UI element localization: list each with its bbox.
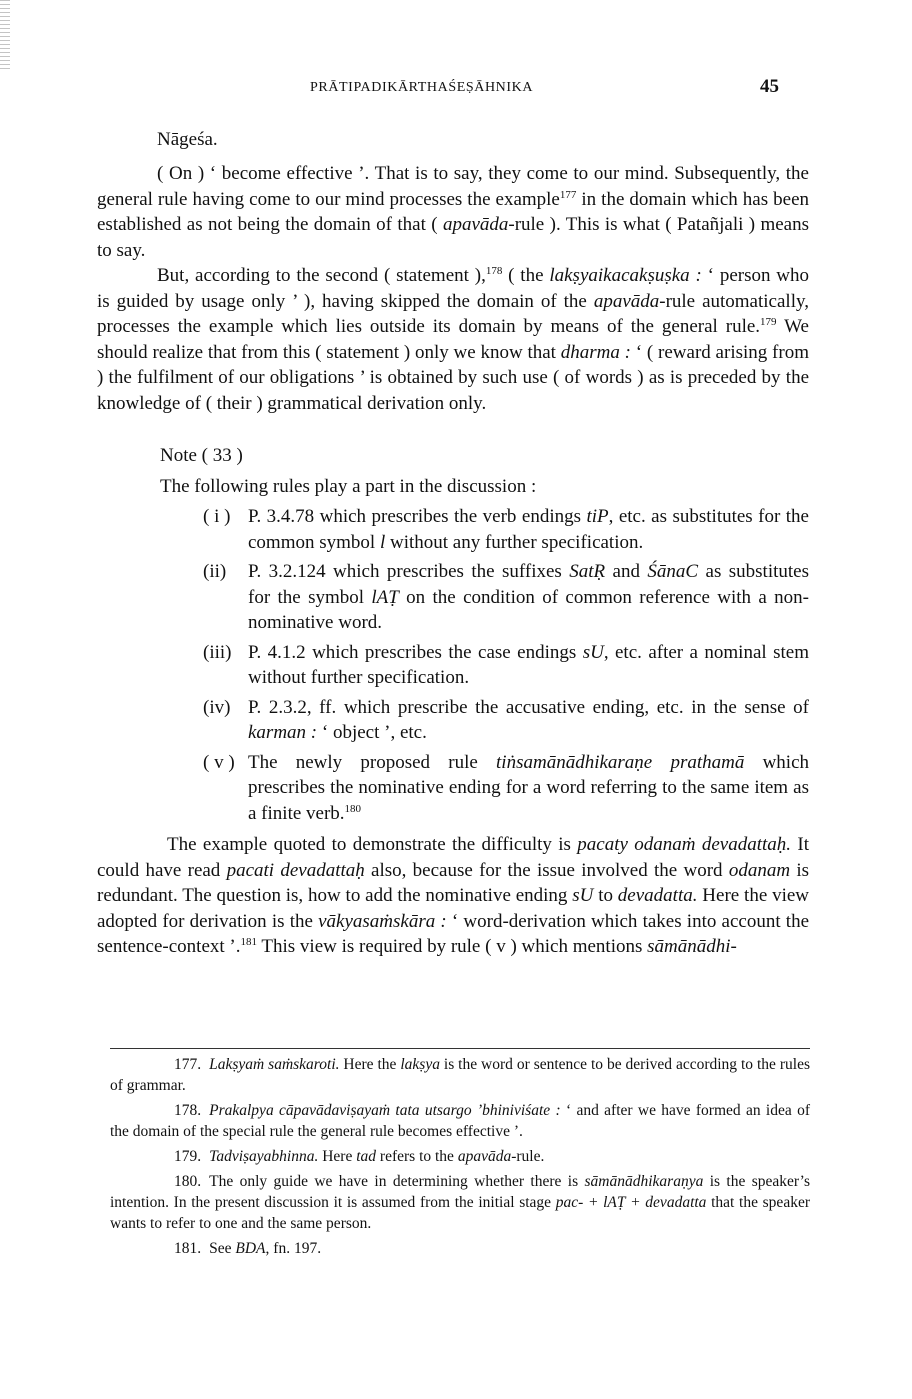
rule-item xyxy=(97,640,809,691)
italic-term: Tadviṣayabhinna. xyxy=(209,1148,319,1165)
footnote-178 xyxy=(110,1100,810,1142)
text-span: -rule ). This is what ( Patañjali ) means to say. xyxy=(97,214,809,261)
footnote-number: 178. xyxy=(174,1102,202,1119)
text-span: ‘ word-derivation which takes into account the sentence-context ’. xyxy=(97,910,809,957)
italic-term: sāmānādhi- xyxy=(647,936,737,957)
italic-term: sU xyxy=(572,885,594,906)
italic-term: devadatta. xyxy=(617,885,698,906)
italic-term: BDA xyxy=(235,1240,266,1257)
text-span: -rule automatically, processes the example which lies outside its domain by means of the general rule. xyxy=(97,290,809,337)
text-span: Here xyxy=(318,1148,357,1165)
italic-term: pacaty odanaṁ devadattaḥ. xyxy=(577,834,792,855)
text-span: is redundant. The question is, how to add the nominative ending xyxy=(97,859,809,906)
italic-term: Prakalpya cāpavādaviṣayaṁ tata utsargo ’bhiniviśate : xyxy=(209,1102,561,1119)
text-span: is the speaker’s intention. In the present discussion it is assumed from the initial stage xyxy=(110,1173,810,1211)
rule-item xyxy=(97,559,809,636)
footnote-ref: 181 xyxy=(240,936,257,948)
italic-term: pac- + lAṬ + devadatta xyxy=(555,1194,707,1211)
note-title: Note ( 33 ) xyxy=(160,445,243,466)
rule-number: (ii) xyxy=(203,561,227,582)
page-header xyxy=(0,76,912,100)
text-span: Here the view adopted for derivation is the xyxy=(97,885,809,932)
text-span: P. 3.2.124 which prescribes the suffixes xyxy=(248,561,570,582)
italic-term: ŚānaC xyxy=(647,561,699,582)
italic-term: pacati devadattaḥ xyxy=(226,859,365,881)
text-span: This view is required by rule ( v ) which mentions xyxy=(256,936,648,957)
text-span: ( the xyxy=(502,265,550,286)
italic-term: tad xyxy=(356,1148,377,1165)
text-span: ( On ) ‘ become effective ’. That is to say, they come to our mind. Subsequently, the general rule having come to our mind processes the example xyxy=(97,163,809,210)
text-span: But, according to the second ( statement ), xyxy=(157,265,486,286)
text-span: and xyxy=(605,561,648,582)
rule-item xyxy=(97,750,809,827)
text-span: also, because for the issue involved the word xyxy=(364,859,729,881)
footnote-number: 179. xyxy=(174,1148,202,1165)
text-span: ‘ person who is guided by usage only ’ ), having skipped the domain of the xyxy=(97,265,810,312)
footnotes xyxy=(110,1054,810,1263)
italic-term: sU xyxy=(582,641,604,663)
footnote-ref: 177 xyxy=(559,188,577,201)
text-span: The newly proposed rule xyxy=(248,751,497,773)
text-span: without any further specification. xyxy=(385,531,644,553)
text-span: ‘ ( reward arising from ) the fulfilment of our obligations ’ is obtained by such use ( of words ) as is preceded by the knowledge of ( their ) grammatical derivation only. xyxy=(97,341,809,414)
footnote-ref: 180 xyxy=(344,802,362,815)
footnote-ref: 179 xyxy=(760,316,777,328)
text-span: is the word or sentence to be derived according to the rules of grammar. xyxy=(110,1056,810,1094)
italic-term: dharma : xyxy=(560,341,631,363)
text-span: which prescribes the nominative ending for a word referring to the same item as a finite verb. xyxy=(248,751,810,824)
text-span: ‘ and after we have formed an idea of the domain of the special rule the general rule becomes effective ’. xyxy=(110,1102,810,1140)
italic-term: apavāda xyxy=(457,1148,512,1165)
italic-term: tiṅsamānādhikaraṇe prathamā xyxy=(496,751,745,773)
italic-term: lAṬ xyxy=(371,586,399,608)
text-span: as substitutes for the symbol xyxy=(248,561,809,608)
text-span: It could have read xyxy=(97,834,810,881)
text-span: , etc. after a nominal stem without further specification. xyxy=(248,641,809,688)
page-number: 45 xyxy=(760,76,779,97)
rule-list xyxy=(97,504,809,826)
text-span: We should realize that from this ( statement ) only we know that xyxy=(97,316,809,363)
text-span: on the condition of common reference with a non-nominative word. xyxy=(248,586,809,633)
italic-term: lakṣyaikacakṣuṣka : xyxy=(549,265,702,286)
rule-number: ( i ) xyxy=(203,506,231,527)
scan-edge-artifact xyxy=(0,0,10,70)
text-span: The example quoted to demonstrate the difficulty is xyxy=(167,834,578,855)
text-span: to xyxy=(593,885,618,906)
italic-term: lakṣya xyxy=(400,1056,440,1073)
footnote-181 xyxy=(110,1238,810,1259)
paragraph-1 xyxy=(97,161,809,263)
running-title: PRĀTIPADIKĀRTHAŚEṢĀHNIKA xyxy=(310,80,534,95)
italic-term: SatṚ xyxy=(569,561,606,582)
italic-term: tiP xyxy=(586,506,609,527)
text-span: P. 4.1.2 which prescribes the case endings xyxy=(248,641,583,663)
rule-number: ( v ) xyxy=(203,751,235,773)
text-span: P. 2.3.2, ff. which prescribe the accusative ending, etc. in the sense of xyxy=(248,696,809,718)
text-span: Here the xyxy=(339,1056,401,1073)
italic-term: vākyasaṁskāra : xyxy=(318,910,447,932)
rule-number: (iii) xyxy=(203,641,232,663)
italic-term: karman : xyxy=(248,722,318,743)
italic-term: odanam xyxy=(728,859,791,881)
rule-number: (iv) xyxy=(203,696,231,718)
note-intro: The following rules play a part in the discussion : xyxy=(160,476,537,497)
text-span: , fn. 197. xyxy=(265,1240,322,1257)
footnote-divider xyxy=(110,1048,810,1049)
speaker-name: Nāgeśa. xyxy=(157,129,218,150)
italic-term: apavāda xyxy=(442,214,509,235)
text-span: -rule. xyxy=(511,1148,545,1165)
rule-item xyxy=(97,504,809,555)
italic-term: apavāda xyxy=(593,290,660,312)
footnote-177 xyxy=(110,1054,810,1096)
footnote-number: 180. xyxy=(174,1173,202,1190)
text-span: refers to the xyxy=(376,1148,458,1165)
paragraph-2 xyxy=(97,263,809,416)
paragraph-3 xyxy=(97,832,809,960)
text-span: ‘ object ’, etc. xyxy=(317,722,427,743)
text-span: , etc. as substitutes for the common symbol xyxy=(248,506,809,553)
footnote-179 xyxy=(110,1146,810,1167)
text-span: in the domain which has been established as not being the domain of that ( xyxy=(97,188,810,235)
italic-term: Lakṣyaṁ saṁskaroti. xyxy=(209,1056,340,1073)
text-span: The only guide we have in determining whether there is xyxy=(209,1173,585,1190)
rule-item xyxy=(97,695,809,746)
footnote-180 xyxy=(110,1171,810,1234)
text-span: P. 3.4.78 which prescribes the verb endings xyxy=(248,506,587,527)
text-span: See xyxy=(209,1240,236,1257)
footnote-number: 177. xyxy=(174,1056,202,1073)
italic-term: sāmānādhikaraṇya xyxy=(584,1173,704,1190)
italic-term: l xyxy=(379,531,386,553)
main-text xyxy=(97,126,809,960)
footnote-ref: 178 xyxy=(485,265,503,277)
footnote-number: 181. xyxy=(174,1240,202,1257)
text-span: that the speaker wants to refer to one and the same person. xyxy=(110,1194,810,1232)
